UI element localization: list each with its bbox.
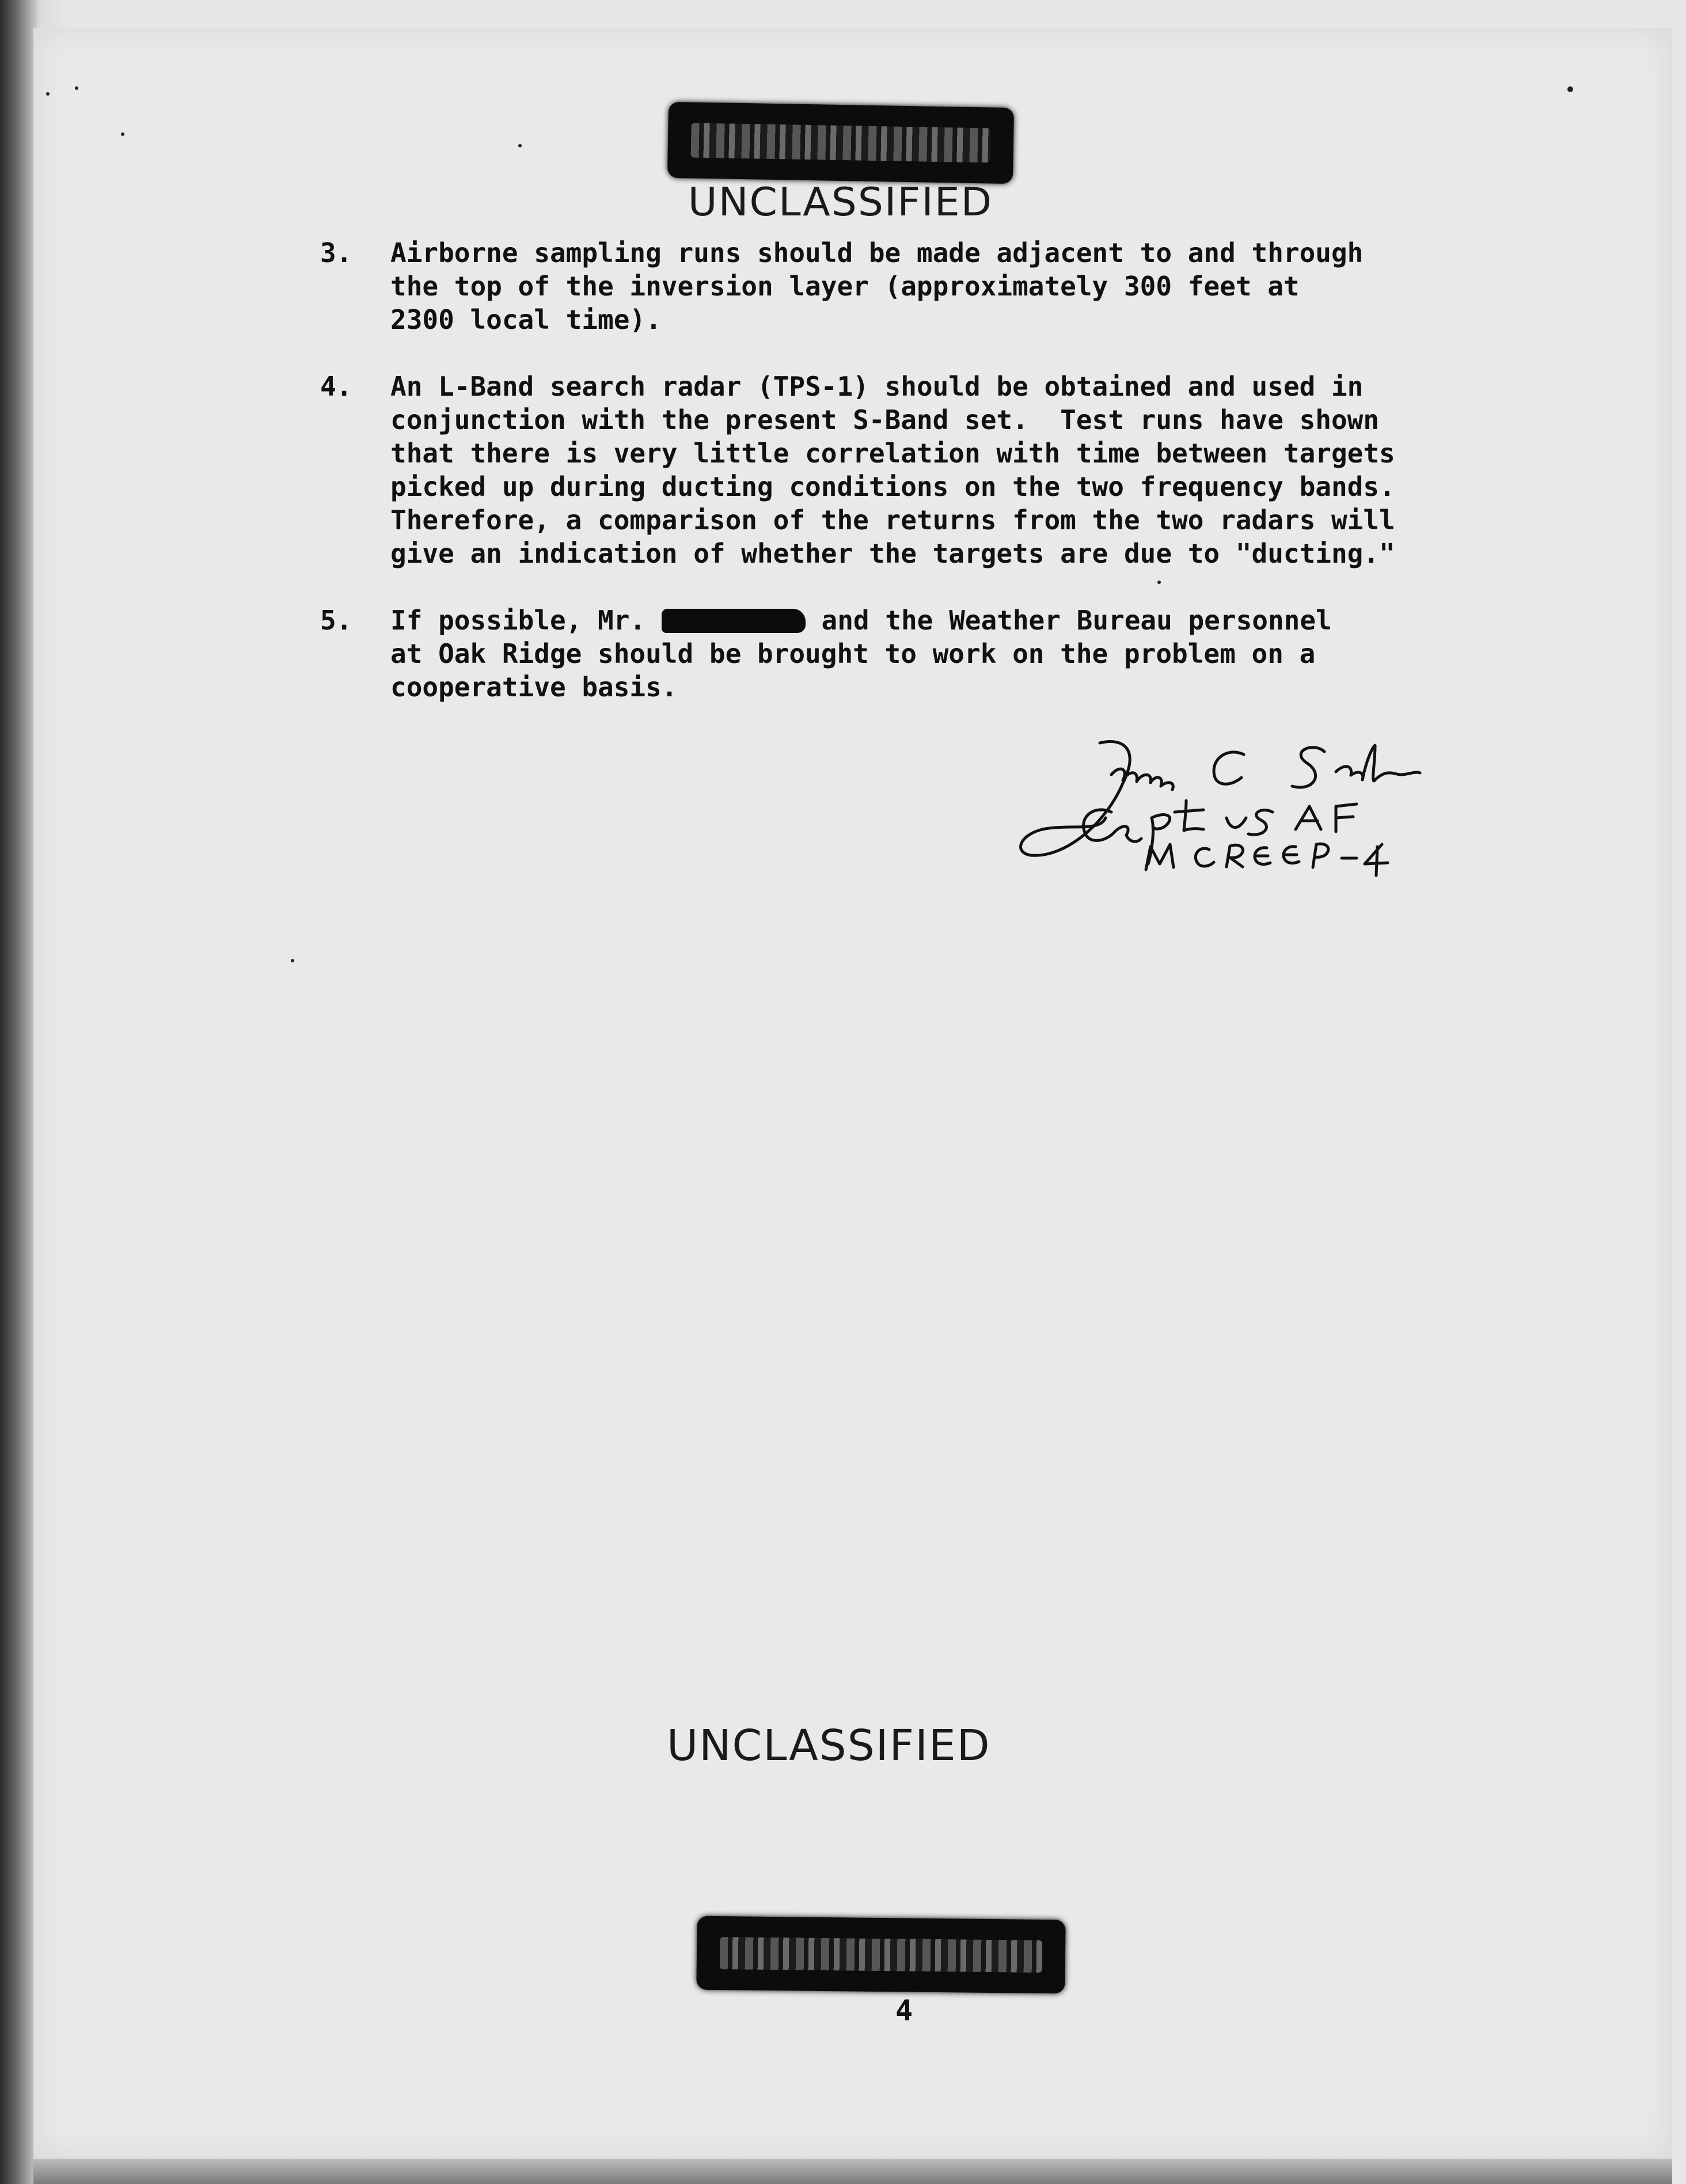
text-line: conjunction with the present S-Band set. Test runs have shown <box>390 404 1380 435</box>
recommendation-item-5 <box>320 604 1495 704</box>
text-line <box>390 604 1495 637</box>
text-line: An L-Band search radar (TPS-1) should be obtained and used in <box>390 371 1364 402</box>
item-number: 3. <box>320 237 352 268</box>
text-line: 2300 local time). <box>390 304 662 335</box>
scan-speck <box>1567 86 1573 92</box>
scan-speck <box>46 92 50 96</box>
handwritten-signature <box>1013 731 1532 904</box>
item-number: 4. <box>320 371 352 402</box>
scan-speck <box>518 144 522 147</box>
text-line: the top of the inversion layer (approximately 300 feet at <box>390 271 1300 302</box>
scan-bottom-edge <box>33 2159 1672 2184</box>
redacted-name <box>662 609 806 633</box>
text-line: cooperative basis. <box>390 672 678 703</box>
unclassified-stamp-top: UNCLASSIFIED <box>688 180 993 225</box>
text-line: that there is very little correlation with time between targets <box>390 438 1395 469</box>
recommendation-item-4 <box>320 370 1495 570</box>
text-segment: If possible, Mr. <box>390 605 646 636</box>
scan-speck <box>75 86 78 90</box>
scan-speck <box>121 132 124 136</box>
redacted-classification-stamp-top <box>667 102 1014 184</box>
text-line: Therefore, a comparison of the returns from the two radars will <box>390 505 1395 536</box>
document-body <box>320 236 1495 737</box>
item-number: 5. <box>320 605 352 636</box>
page-number: 4 <box>895 1994 913 2027</box>
scan-speck <box>291 959 294 962</box>
unclassified-stamp-bottom: UNCLASSIFIED <box>667 1721 991 1770</box>
recommendation-item-3 <box>320 236 1495 336</box>
redacted-classification-stamp-bottom <box>696 1916 1065 1994</box>
text-line: Airborne sampling runs should be made adjacent to and through <box>390 237 1364 268</box>
text-line: give an indication of whether the targets are due to "ducting." <box>390 538 1395 569</box>
text-segment: and the Weather Bureau personnel <box>821 605 1332 636</box>
text-line: at Oak Ridge should be brought to work on the problem on a <box>390 638 1316 669</box>
text-line: picked up during ducting conditions on the two frequency bands. <box>390 471 1395 502</box>
